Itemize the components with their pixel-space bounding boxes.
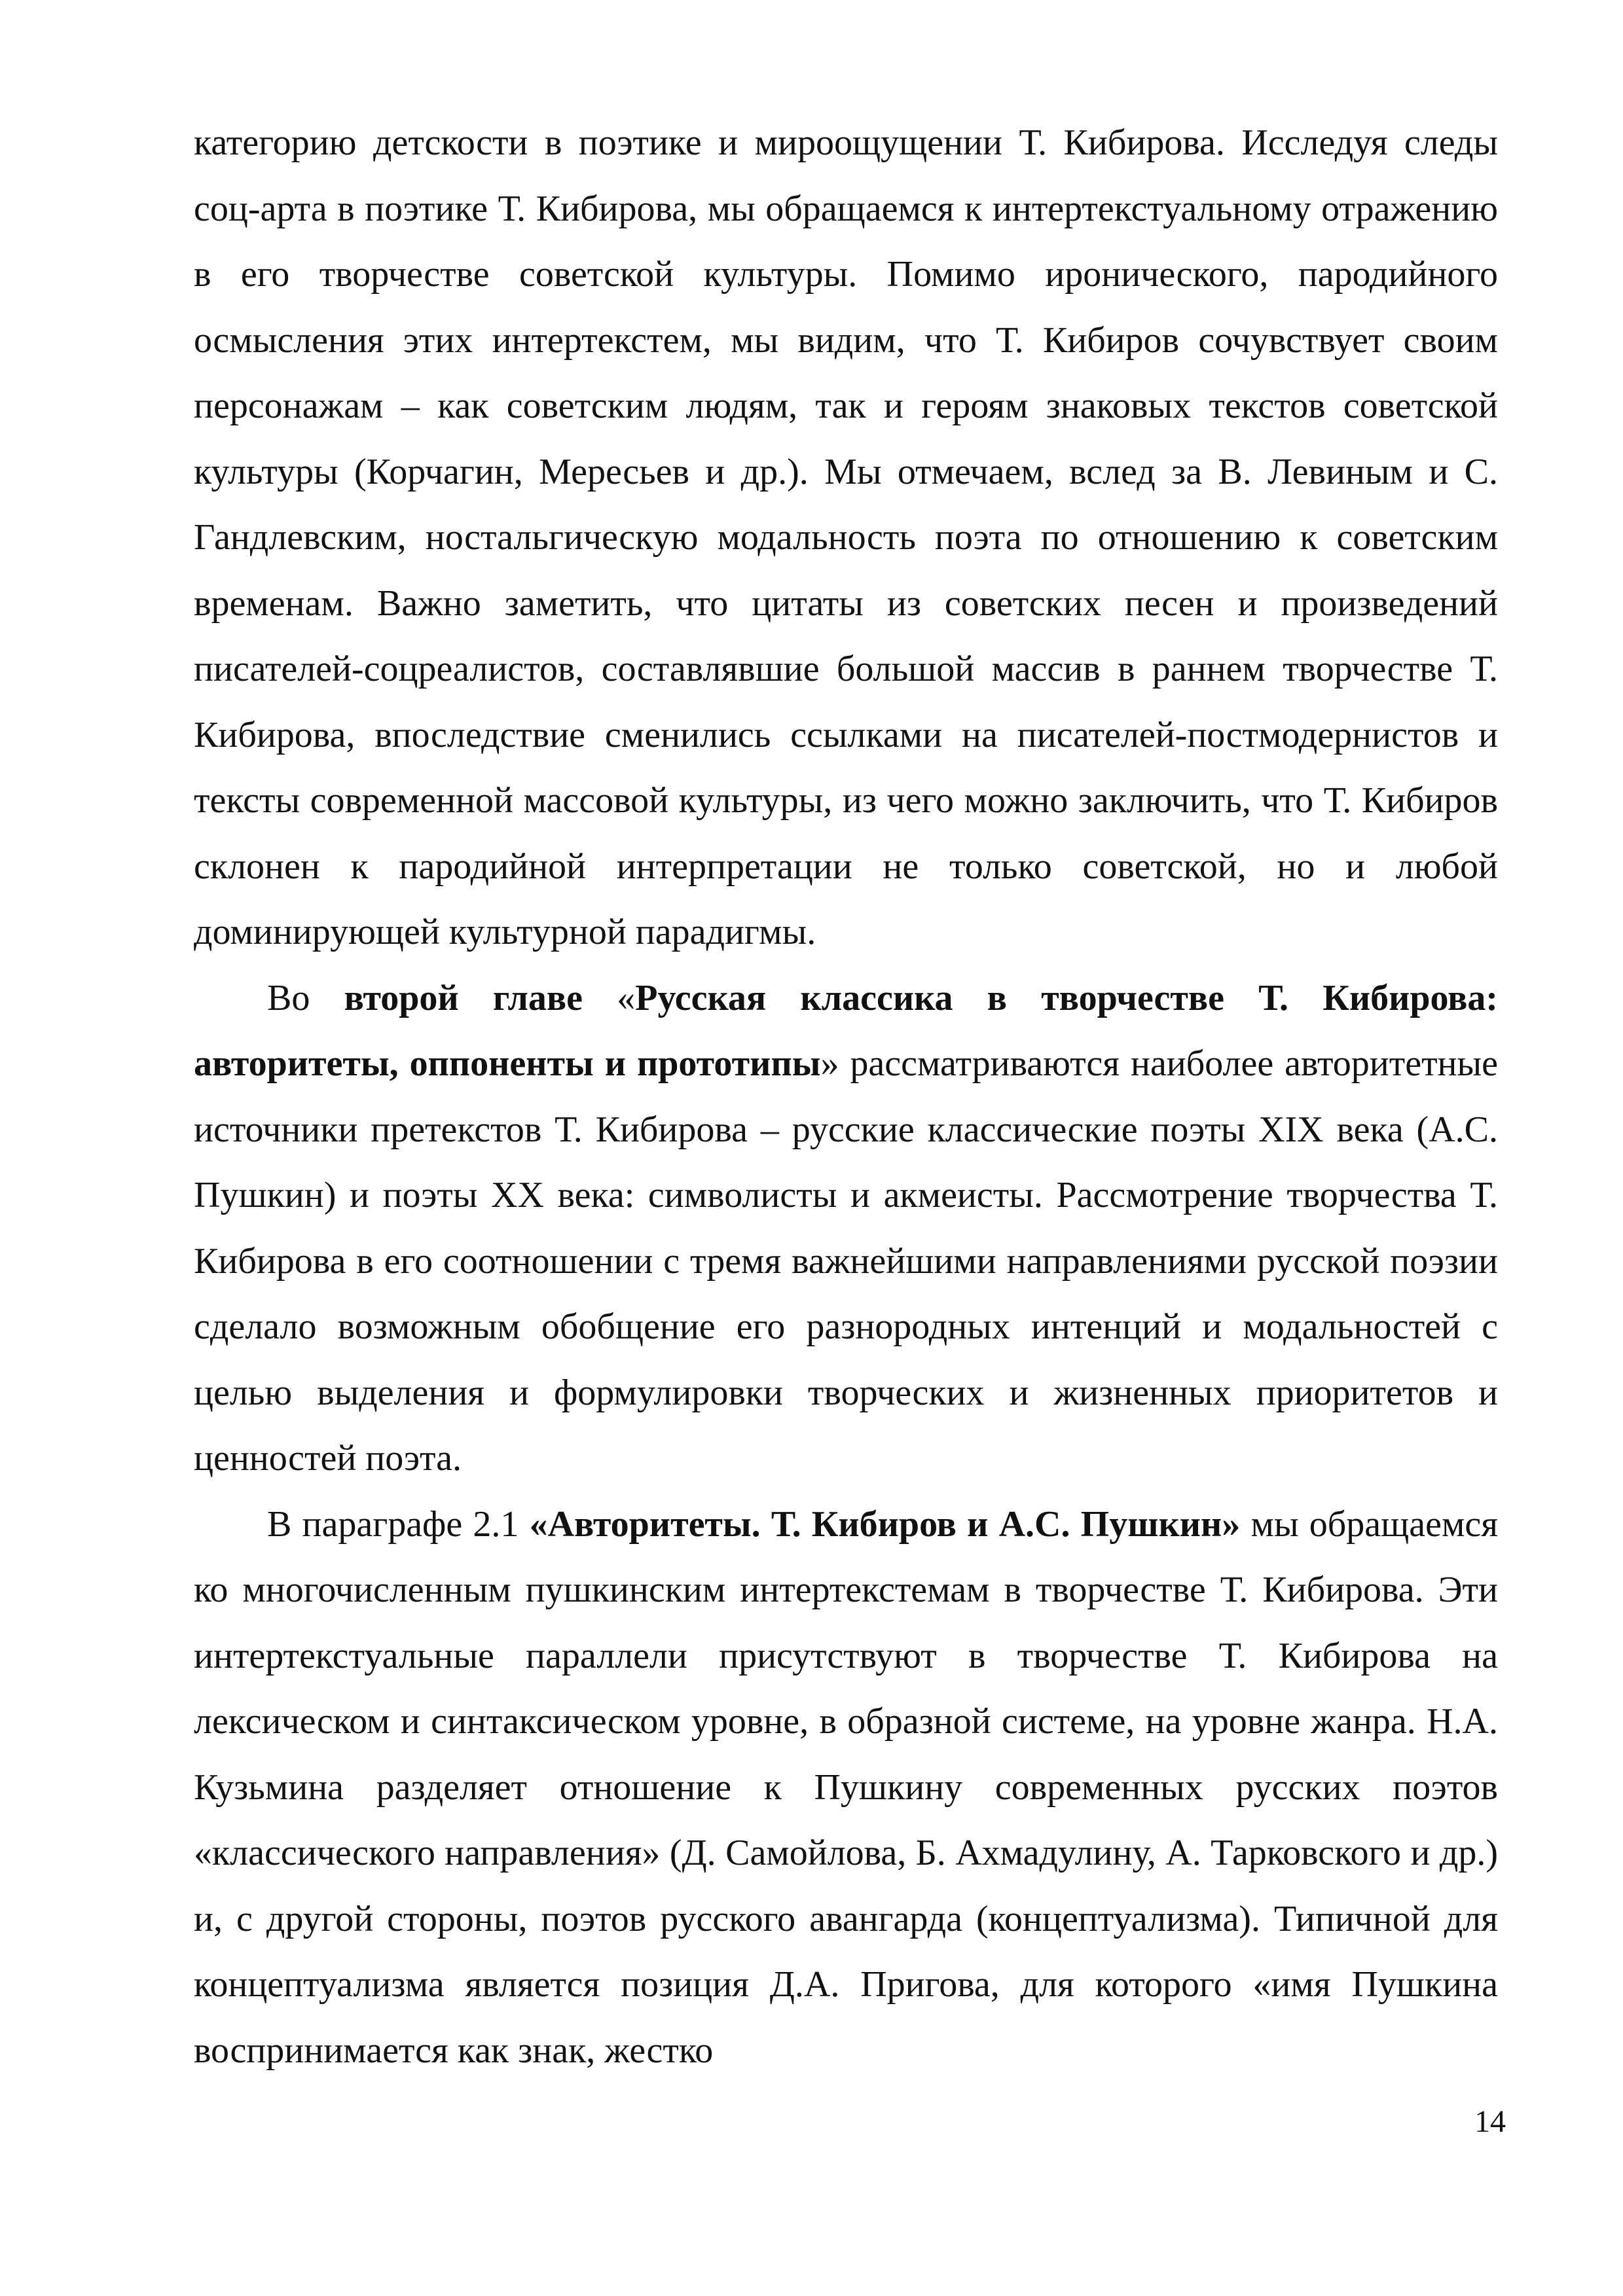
page-number: 14 <box>1474 2104 1506 2139</box>
chapter-two-label: второй главе <box>344 977 583 1018</box>
chapter-two-title: Русская классика в творчестве Т. Кибирова: авторитеты, оппоненты и прототипы <box>194 977 1498 1084</box>
paragraph-3-intro: В параграфе 2.1 <box>267 1503 530 1545</box>
body-text <box>194 110 1498 2083</box>
paragraph-1-text: категорию детскости в поэтике и мироощущении Т. Кибирова. Исследуя следы соц-арта в поэтике Т. Кибирова, мы обращаемся к интертекстуальному отражению в его творчестве советской культуры. Помимо иронического, пародийного осмысления этих интертекстем, мы видим, что Т. Кибиров сочувствует своим персонажам – как советским людям, так и героям знаковых текстов советской культуры (Корчагин, Мересьев и др.). Мы отмечаем, вслед за В. Левиным и С. Гандлевским, ностальгическую модальность поэта по отношению к советским временам. Важно заметить, что цитаты из советских песен и произведений писателей-соцреалистов, составлявшие большой массив в раннем творчестве Т. Кибирова, впоследствие сменились ссылками на писателей-постмодернистов и тексты современной массовой культуры, из чего можно заключить, что Т. Кибиров склонен к пародийной интерпретации не только советской, но и любой доминирующей культурной парадигмы. <box>194 122 1498 952</box>
paragraph-2-intro: Во <box>267 977 344 1018</box>
paragraph-1 <box>194 110 1498 965</box>
section-2-1-title: «Авторитеты. Т. Кибиров и А.С. Пушкин» <box>529 1503 1241 1545</box>
paragraph-2 <box>194 965 1498 1492</box>
open-quote: « <box>583 977 636 1018</box>
paragraph-3-body: мы обращаемся ко многочисленным пушкинским интертекстемам в творчестве Т. Кибирова. Эти интертекстуальные параллели присутствуют в творчестве Т. Кибирова на лексическом и синтаксическом уровне, в образной системе, на уровне жанра. Н.А. Кузьмина разделяет отношение к Пушкину современных русских поэтов «классического направления» (Д. Самойлова, Б. Ахмадулину, А. Тарковского и др.) и, с другой стороны, поэтов русского авангарда (концептуализма). Типичной для концептуализма является позиция Д.А. Пригова, для которого «имя Пушкина воспринимается как знак, жестко <box>194 1503 1499 2071</box>
paragraph-2-body: » рассматриваются наиболее авторитетные источники претекстов Т. Кибирова – русские классические поэты XIX века (А.С. Пушкин) и поэты XX века: символисты и акмеисты. Рассмотрение творчества Т. Кибирова в его соотношении с тремя важнейшими направлениями русской поэзии сделало возможным обобщение его разнородных интенций и модальностей с целью выделения и формулировки творческих и жизненных приоритетов и ценностей поэта. <box>194 1043 1499 1479</box>
paragraph-3 <box>194 1492 1498 2084</box>
